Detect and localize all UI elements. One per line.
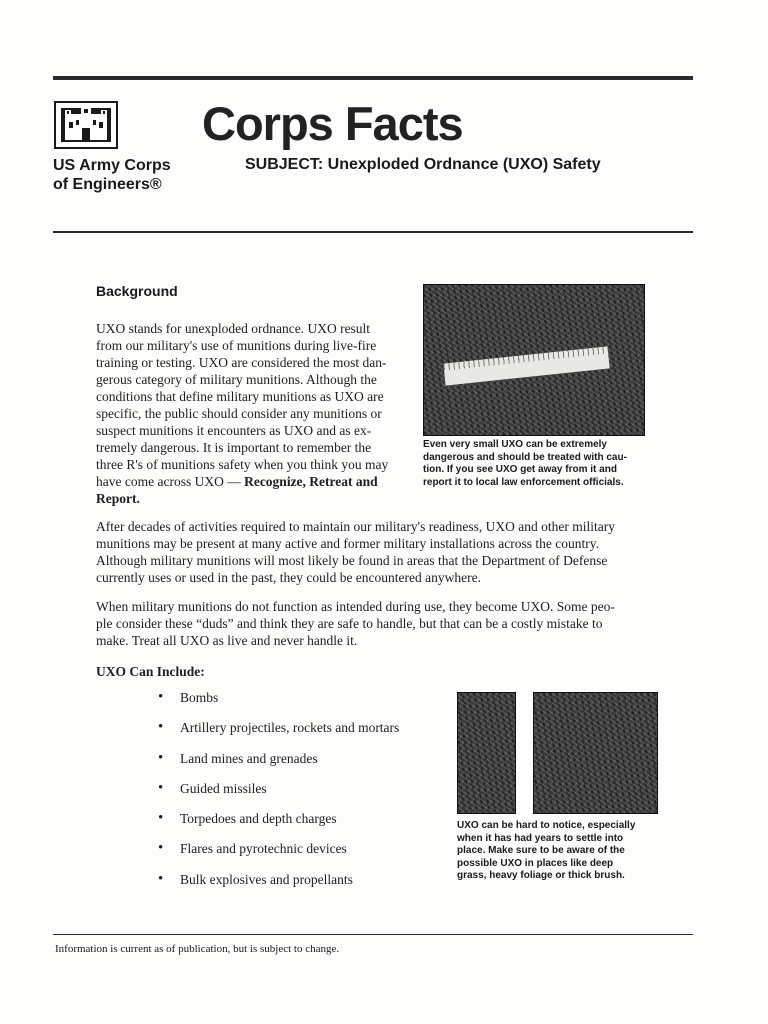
caption-line: when it has had years to settle into xyxy=(457,832,624,844)
top-rule xyxy=(53,76,693,80)
footer-rule xyxy=(53,934,693,935)
list-item: • Bulk explosives and propellants xyxy=(158,872,399,902)
para2-line: Although military munitions will most likely be found in areas that the Department of Defense xyxy=(96,553,608,568)
photo1-caption xyxy=(423,439,648,489)
caption-line: Even very small UXO can be extremely xyxy=(423,439,607,450)
agency-name xyxy=(53,156,171,194)
background-paragraph-3 xyxy=(96,598,656,649)
caption-line: UXO can be hard to notice, especially xyxy=(457,820,636,831)
background-heading: Background xyxy=(96,283,178,299)
caption-line: tion. If you see UXO get away from it and xyxy=(423,464,617,475)
caption-line: possible UXO in places like deep xyxy=(457,857,614,869)
para1-last-plain: have come across UXO — xyxy=(96,474,245,489)
header-rule xyxy=(53,231,693,233)
list-item: • Land mines and grenades xyxy=(158,751,399,781)
list-item: • Bombs xyxy=(158,690,399,720)
uxo-photo-grass-left xyxy=(457,692,516,814)
para3-line: ple consider these “duds” and think they are safe to handle, but that can be a costly mistake to xyxy=(96,616,603,631)
subject-line: SUBJECT: Unexploded Ordnance (UXO) Safety xyxy=(245,156,601,173)
para3-line: When military munitions do not function as intended during use, they become UXO. Some peo- xyxy=(96,599,615,614)
para2-line: currently uses or used in the past, they could be encountered anywhere. xyxy=(96,570,481,585)
para1-line: specific, the public should consider any munitions or xyxy=(96,406,382,421)
para1-line: three R's of munitions safety when you think you may xyxy=(96,457,389,472)
para1-line: training or testing. UXO are considered the most dan- xyxy=(96,355,387,370)
footer-disclaimer: Information is current as of publication, but is subject to change. xyxy=(55,943,340,955)
page-title: Corps Facts xyxy=(202,97,463,150)
para1-line: suspect munitions it encounters as UXO and as ex- xyxy=(96,423,372,438)
para3-line: make. Treat all UXO as live and never handle it. xyxy=(96,633,358,648)
para1-line xyxy=(96,473,411,490)
uxo-photo-small xyxy=(423,284,645,436)
caption-line: report it to local law enforcement officials. xyxy=(423,476,624,488)
castle-logo-icon xyxy=(54,101,118,149)
three-rs-end-bold: Report. xyxy=(96,491,140,506)
list-item: • Flares and pyrotechnic devices xyxy=(158,841,399,871)
photo2-caption xyxy=(457,820,667,883)
caption-line: grass, heavy foliage or thick brush. xyxy=(457,870,625,881)
background-paragraph-2 xyxy=(96,518,656,586)
para1-line: gerous category of military munitions. Although the xyxy=(96,372,377,387)
background-paragraph-1 xyxy=(96,320,411,507)
agency-line-2: of Engineers® xyxy=(53,176,162,193)
caption-line: dangerous and should be treated with cau- xyxy=(423,451,627,463)
list-item: • Torpedoes and depth charges xyxy=(158,811,399,841)
para1-line: conditions that define military munitions as UXO are xyxy=(96,389,384,404)
three-rs-bold: Recognize, Retreat and xyxy=(244,474,378,489)
para1-line xyxy=(96,490,411,507)
caption-line: place. Make sure to be aware of the xyxy=(457,845,625,856)
para2-line: munitions may be present at many active and former military installations across the country. xyxy=(96,536,599,551)
ruler-in-photo xyxy=(443,346,609,385)
uxo-list xyxy=(158,690,399,902)
para1-line: UXO stands for unexploded ordnance. UXO result xyxy=(96,321,371,336)
agency-line-1: US Army Corps xyxy=(53,157,171,174)
uxo-list-heading: UXO Can Include: xyxy=(96,664,205,679)
para2-line: After decades of activities required to maintain our military's readiness, UXO and other military xyxy=(96,519,616,534)
uxo-photo-grass-right xyxy=(533,692,658,814)
list-item: • Artillery projectiles, rockets and mortars xyxy=(158,720,399,750)
list-item: • Guided missiles xyxy=(158,781,399,811)
para1-line: tremely dangerous. It is important to remember the xyxy=(96,440,372,455)
para1-line: from our military's use of munitions during live-fire xyxy=(96,338,377,353)
